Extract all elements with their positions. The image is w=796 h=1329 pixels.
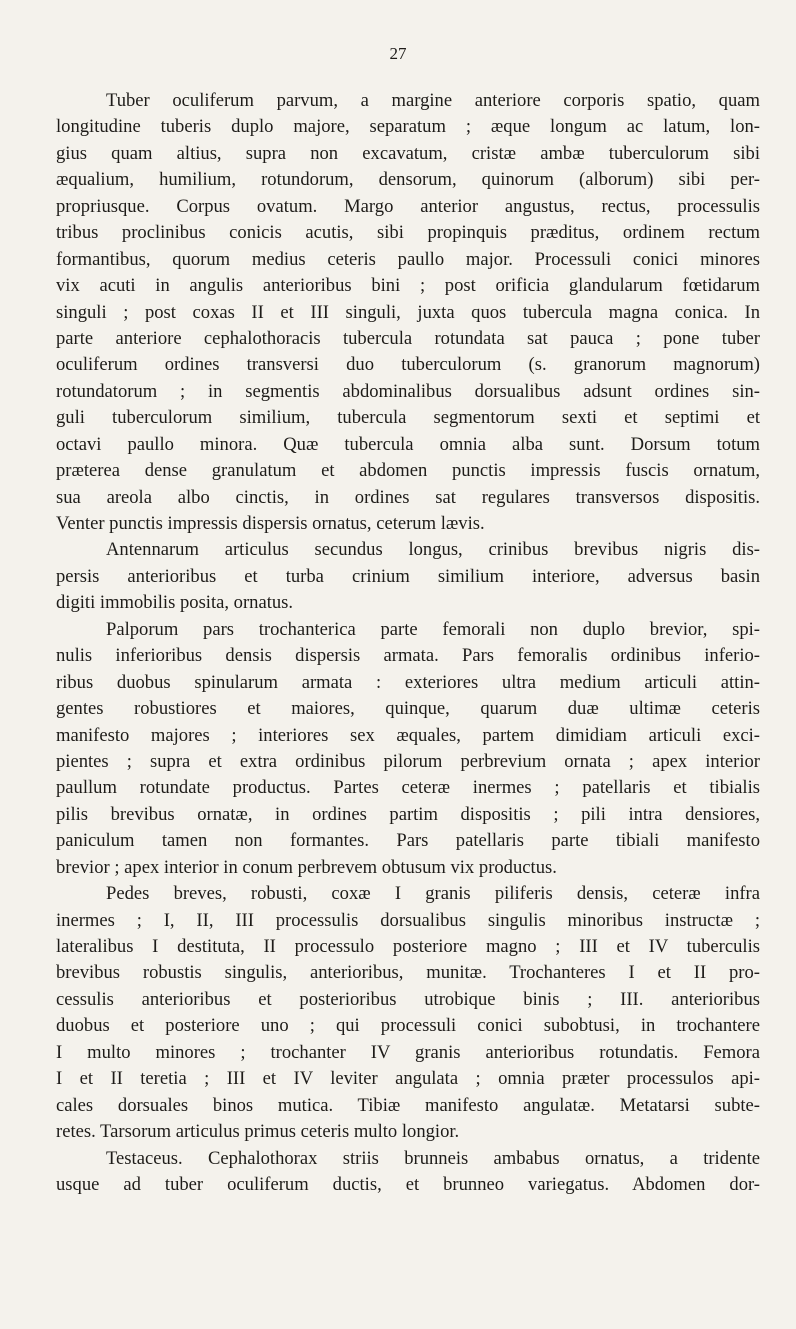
text-line: retes. Tarsorum articulus primus ceteris multo longior. xyxy=(56,1121,460,1143)
text-line: guli tuberculorum similium, tubercula segmentorum sexti et septimi et xyxy=(56,407,760,429)
text-line: paullum rotundate productus. Partes ceteræ inermes ; patellaris et tibialis xyxy=(56,777,760,799)
text-line: manifesto majores ; interiores sex æquales, partem dimidiam articuli exci- xyxy=(56,724,760,746)
text-line: oculiferum ordines transversi duo tuberculorum (s. granorum magnorum) xyxy=(56,354,760,376)
text-line: nulis inferioribus densis dispersis armata. Pars femoralis ordinibus inferio- xyxy=(56,645,760,667)
text-line: Testaceus. Cephalothorax striis brunneis ambabus ornatus, a tridente xyxy=(106,1147,760,1169)
text-line: persis anterioribus et turba crinium similium interiore, adversus basin xyxy=(56,565,760,587)
text-line: Antennarum articulus secundus longus, crinibus brevibus nigris dis- xyxy=(106,539,760,561)
text-line: gius quam altius, supra non excavatum, cristæ ambæ tuberculorum sibi xyxy=(56,142,760,164)
text-line: brevibus robustis singulis, anterioribus, munitæ. Trochanteres I et II pro- xyxy=(56,962,760,984)
text-line: I multo minores ; trochanter IV granis anterioribus rotundatis. Femora xyxy=(56,1041,760,1063)
text-line: propriusque. Corpus ovatum. Margo anterior angustus, rectus, processulis xyxy=(56,195,760,217)
text-line: vix acuti in angulis anterioribus bini ; post orificia glandularum fœtidarum xyxy=(56,275,760,297)
text-line: octavi paullo minora. Quæ tubercula omnia alba sunt. Dorsum totum xyxy=(56,433,760,455)
text-line: tribus proclinibus conicis acutis, sibi propinquis præditus, ordinem rectum xyxy=(56,222,760,244)
text-line: gentes robustiores et maiores, quinque, quarum duæ ultimæ ceteris xyxy=(56,698,760,720)
text-line: ribus duobus spinularum armata : exteriores ultra medium articuli attin- xyxy=(56,671,760,693)
text-line: præterea dense granulatum et abdomen punctis impressis fuscis ornatum, xyxy=(56,460,760,482)
text-line: Pedes breves, robusti, coxæ I granis piliferis densis, ceteræ infra xyxy=(106,883,760,905)
text-line: Venter punctis impressis dispersis ornatus, ceterum lævis. xyxy=(56,513,485,534)
text-line: formantibus, quorum medius ceteris paullo major. Processuli conici minores xyxy=(56,248,760,270)
page-number: 27 xyxy=(389,44,407,63)
text-line: æqualium, humilium, rotundorum, densorum, quinorum (alborum) sibi per- xyxy=(56,169,760,191)
text-line: paniculum tamen non formantes. Pars patellaris parte tibiali manifesto xyxy=(56,830,760,852)
text-line: inermes ; I, II, III processulis dorsualibus singulis minoribus instructæ ; xyxy=(56,909,760,931)
text-line: rotundatorum ; in segmentis abdominalibus dorsualibus adsunt ordines sin- xyxy=(56,380,760,402)
text-line: longitudine tuberis duplo majore, separatum ; æque longum ac latum, lon- xyxy=(56,116,760,138)
text-line: usque ad tuber oculiferum ductis, et brunneo variegatus. Abdomen dor- xyxy=(56,1173,760,1195)
text-line: I et II teretia ; III et IV leviter angulata ; omnia præter processulos api- xyxy=(56,1068,760,1090)
text-line: pilis brevibus ornatæ, in ordines partim dispositis ; pili intra densiores, xyxy=(56,803,760,825)
text-line: duobus et posteriore uno ; qui processuli conici subobtusi, in trochantere xyxy=(56,1015,760,1037)
text-line: cales dorsuales binos mutica. Tibiæ manifesto angulatæ. Metatarsi subte- xyxy=(56,1094,760,1116)
text-line: pientes ; supra et extra ordinibus pilorum perbrevium ornata ; apex interior xyxy=(56,750,760,772)
body-text xyxy=(56,88,760,1198)
text-line: cessulis anterioribus et posterioribus utrobique binis ; III. anterioribus xyxy=(56,988,760,1010)
text-line: parte anteriore cephalothoracis tubercula rotundata sat pauca ; pone tuber xyxy=(56,327,760,349)
text-line: sua areola albo cinctis, in ordines sat regulares transversos dispositis. xyxy=(56,486,760,508)
text-line: Tuber oculiferum parvum, a margine anteriore corporis spatio, quam xyxy=(106,90,760,111)
text-line: lateralibus I destituta, II processulo posteriore magno ; III et IV tuberculis xyxy=(56,936,760,957)
text-line: digiti immobilis posita, ornatus. xyxy=(56,592,294,614)
text-line: brevior ; apex interior in conum perbrevem obtusum vix productus. xyxy=(56,856,557,878)
text-line: Palporum pars trochanterica parte femorali non duplo brevior, spi- xyxy=(106,618,760,640)
text-line: singuli ; post coxas II et III singuli, juxta quos tubercula magna conica. In xyxy=(56,301,760,323)
